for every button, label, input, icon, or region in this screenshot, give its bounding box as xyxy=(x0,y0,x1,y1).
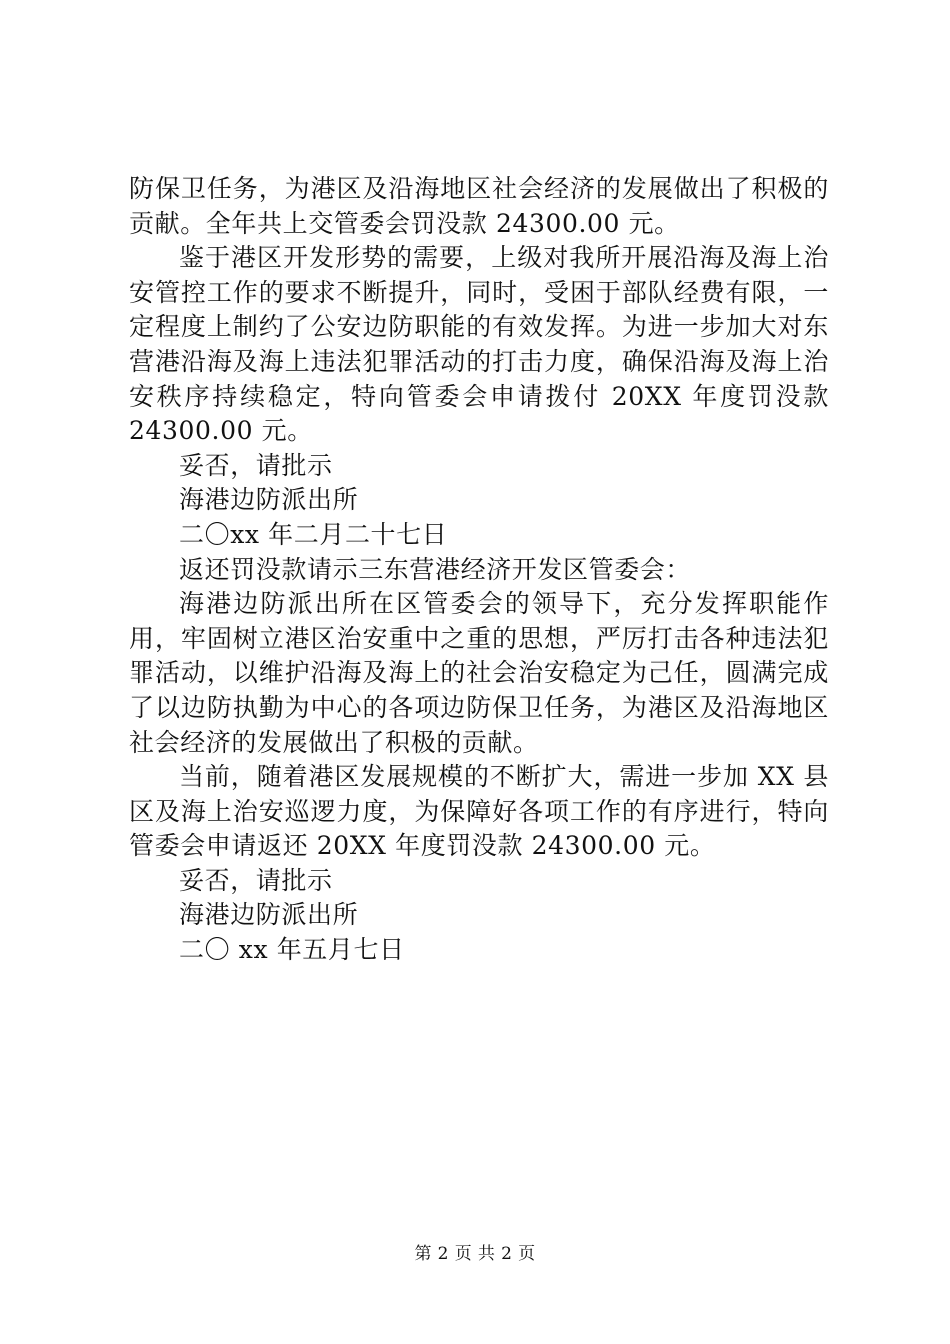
signature-date-2: 二〇 xx 年五月七日 xyxy=(179,935,405,965)
paragraph-achievements: 海港边防派出所在区管委会的领导下，充分发挥职能作用，牢固树立港区治安重中之重的思想，严厉打击各种违法犯罪活动，以维护沿海及海上的社会治安稳定为己任，圆满完成了以边防执勤为中心的各项边防保卫任务，为港区及沿海地区社会经济的发展做出了积极的贡献。 xyxy=(129,589,829,757)
signature-organization: 海港边防派出所 xyxy=(179,485,359,515)
signature-organization-2: 海港边防派出所 xyxy=(179,900,359,930)
second-request-heading: 返还罚没款请示三东营港经济开发区管委会： xyxy=(179,554,692,584)
page-number-label: 第 2 页 共 2 页 xyxy=(414,1244,536,1264)
paragraph-funding-request: 鉴于港区开发形势的需要，上级对我所开展沿海及海上治安管控工作的要求不断提升，同时，受困于部队经费有限，一定程度上制约了公安边防职能的有效发挥。为进一步加大对东营港沿海及海上违法犯罪活动的打击力度，确保沿海及海上治安秩序持续稳定，特向管委会申请拨付 20XX 年度罚没款 24300.00 元。 xyxy=(129,243,829,446)
document-body xyxy=(129,172,829,968)
signature-date: 二〇xx 年二月二十七日 xyxy=(179,519,448,549)
closing-request-line-2: 妥否，请批示 xyxy=(179,865,333,895)
closing-request-line: 妥否，请批示 xyxy=(179,450,333,480)
paragraph-continuation: 防保卫任务，为港区及沿海地区社会经济的发展做出了积极的贡献。全年共上交管委会罚没款 24300.00 元。 xyxy=(129,174,829,238)
paragraph-return-request: 当前，随着港区发展规模的不断扩大，需进一步加 XX 县区及海上治安巡逻力度，为保障好各项工作的有序进行，特向管委会申请返还 20XX 年度罚没款 24300.00 元。 xyxy=(129,762,829,861)
page-footer xyxy=(0,1242,950,1266)
